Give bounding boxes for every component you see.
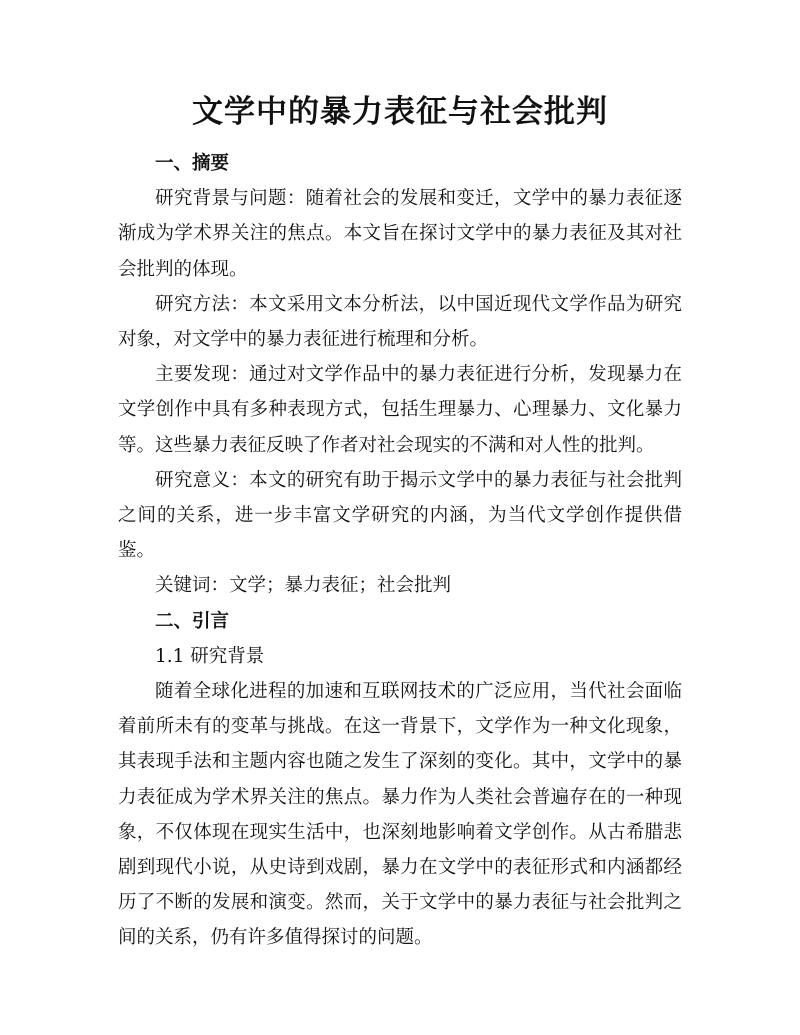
abstract-background-paragraph: 研究背景与问题：随着社会的发展和变迁，文学中的暴力表征逐渐成为学术界关注的焦点。本文旨在探讨文学中的暴力表征及其对社会批判的体现。 [118,188,682,280]
section-heading-abstract: 一、摘要 [155,153,230,174]
keywords-line: 关键词：文学；暴力表征；社会批判 [155,575,452,597]
abstract-significance-paragraph: 研究意义：本文的研究有助于揭示文学中的暴力表征与社会批判之间的关系，进一步丰富文学研究的内涵，为当代文学创作提供借鉴。 [118,469,682,562]
section-heading-introduction: 二、引言 [155,610,230,632]
abstract-findings-paragraph: 主要发现：通过对文学作品中的暴力表征进行分析，发现暴力在文学创作中具有多种表现方式，包括生理暴力、心理暴力、文化暴力等。这些暴力表征反映了作者对社会现实的不满和对人性的批判。 [118,364,682,456]
document-title: 文学中的暴力表征与社会批判 [192,94,608,130]
document-body [118,146,682,956]
background-paragraph: 随着全球化进程的加速和互联网技术的广泛应用，当代社会面临着前所未有的变革与挑战。在这一背景下，文学作为一种文化现象，其表现手法和主题内容也随之发生了深刻的变化。其中，文学中的暴力表征成为学术界关注的焦点。暴力作为人类社会普遍存在的一种现象，不仅体现在现实生活中，也深刻地影响着文学创作。从古希腊悲剧到现代小说，从史诗到戏剧，暴力在文学中的表征形式和内涵都经历了不断的发展和演变。然而，关于文学中的暴力表征与社会批判之间的关系，仍有许多值得探讨的问题。 [118,681,682,949]
subsection-heading-background: 1.1 研究背景 [155,645,265,667]
abstract-methods-paragraph: 研究方法：本文采用文本分析法，以中国近现代文学作品为研究对象，对文学中的暴力表征进行梳理和分析。 [118,293,682,351]
